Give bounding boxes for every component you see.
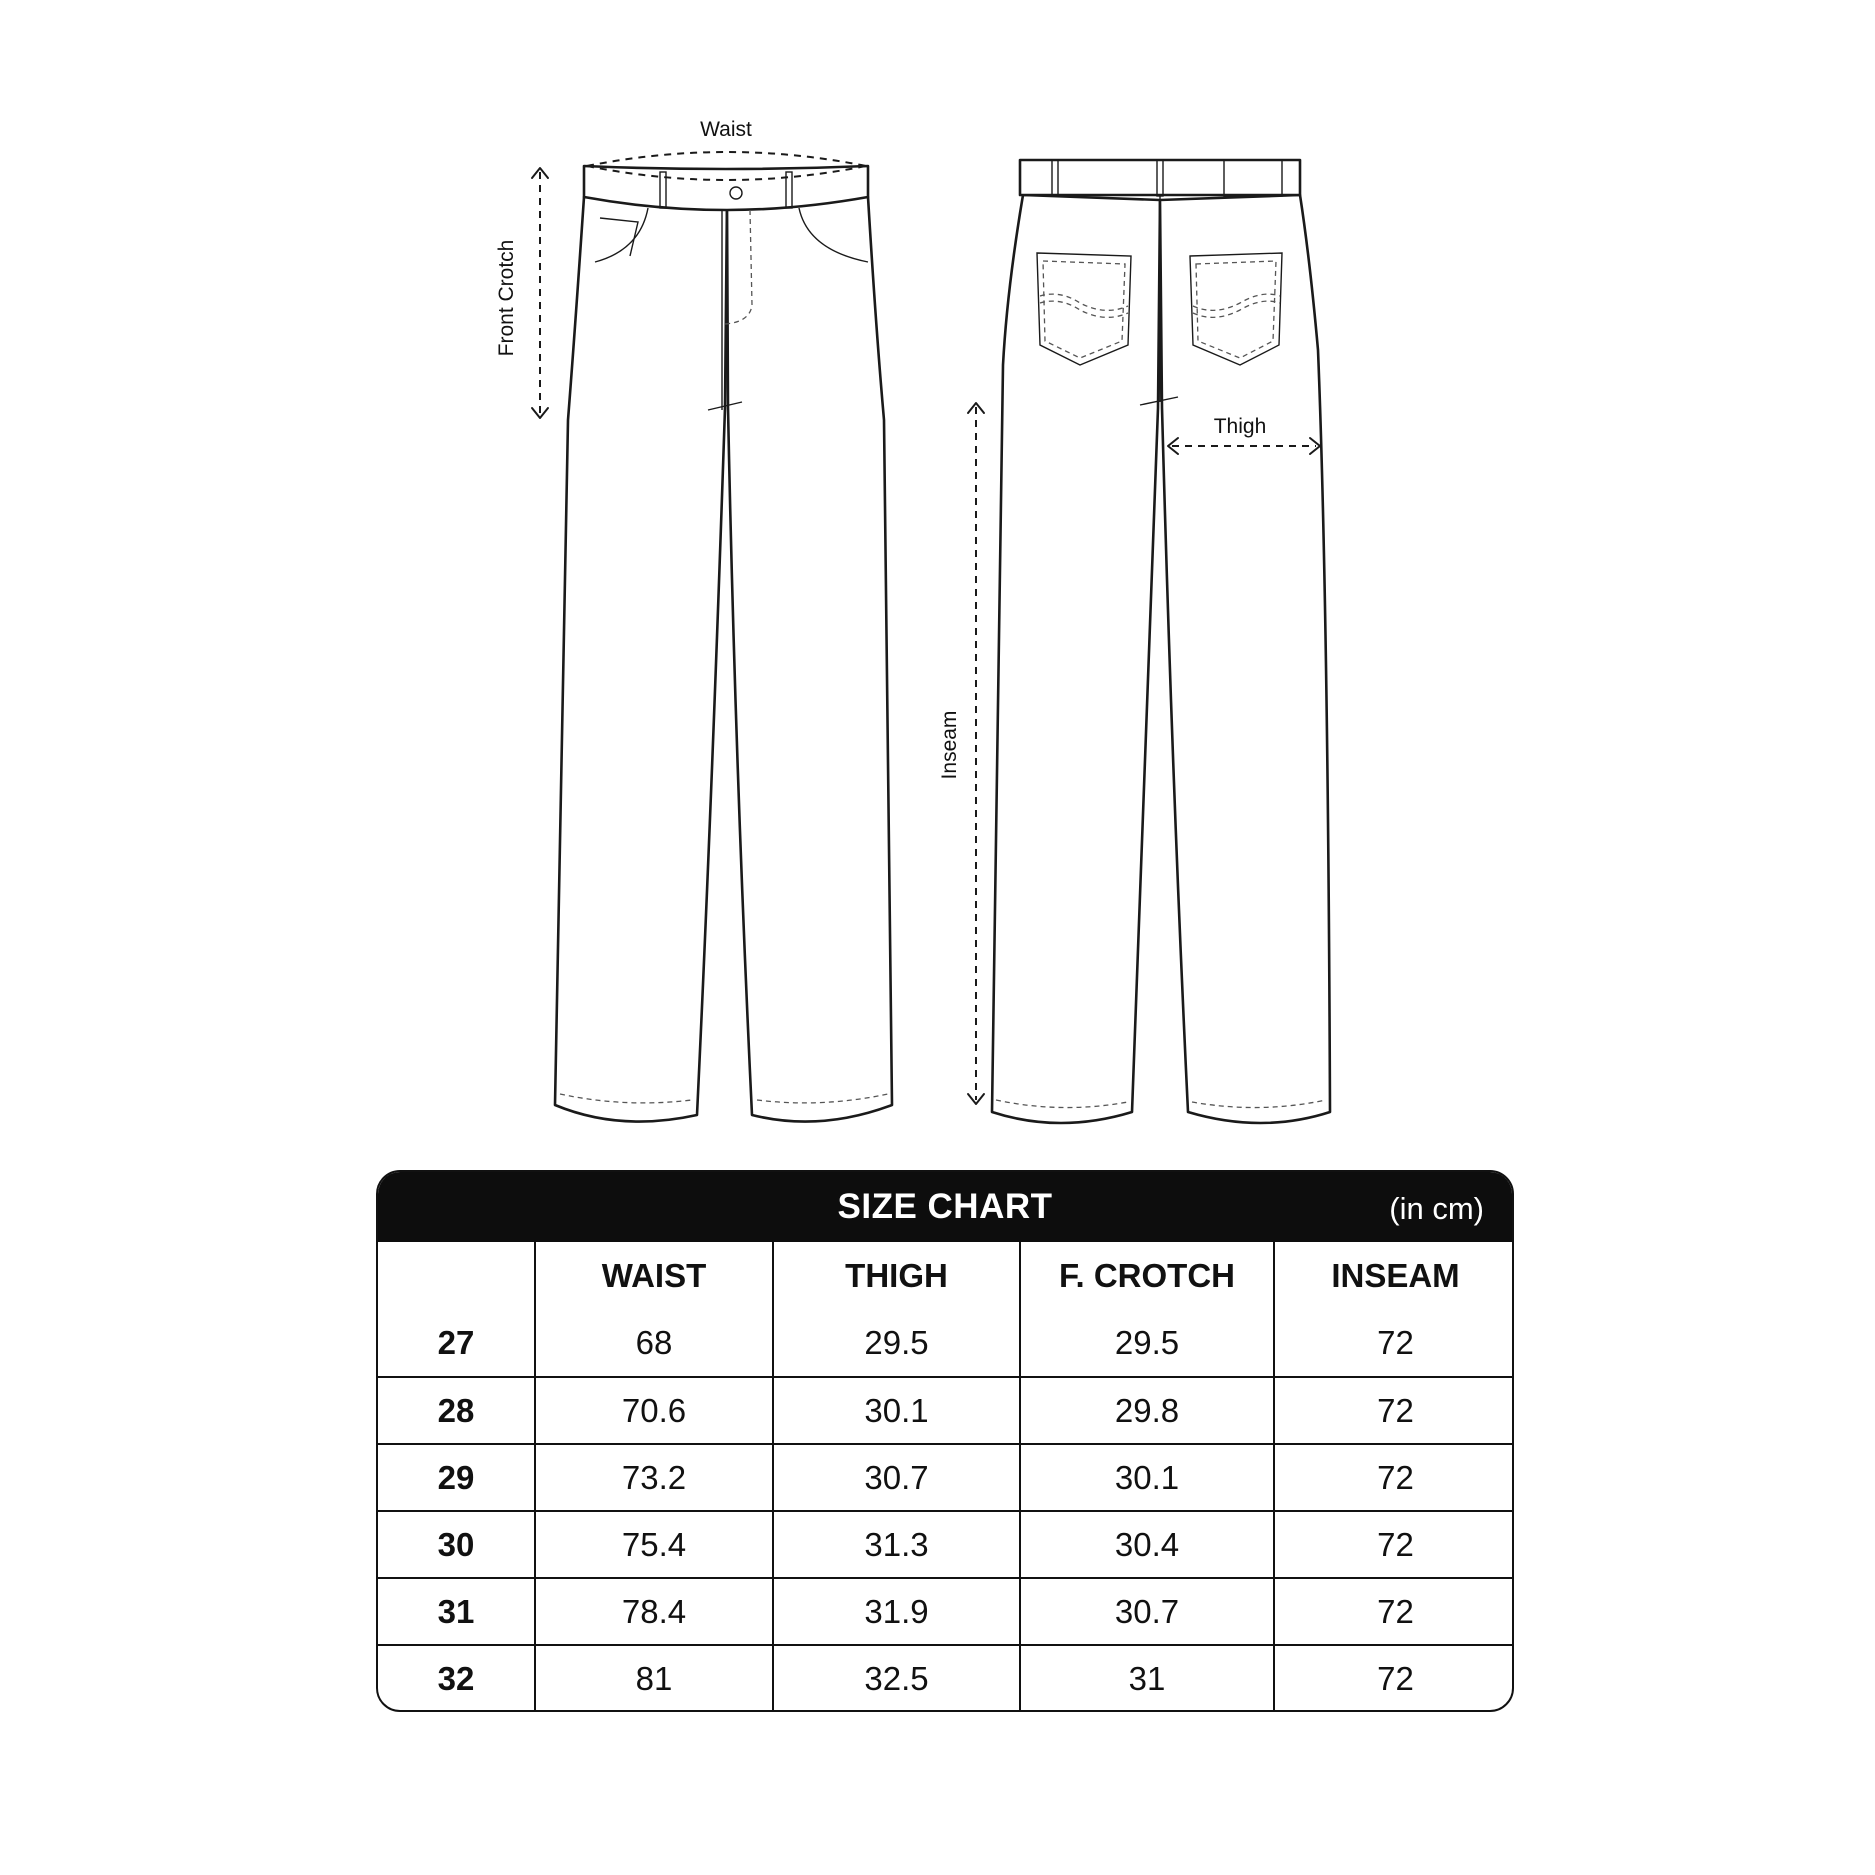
size-cell: 31 [378, 1578, 535, 1645]
thigh-cell: 30.7 [773, 1444, 1020, 1511]
table-row [378, 1310, 1514, 1377]
size-chart-header [378, 1172, 1512, 1242]
inseam-cell: 72 [1274, 1578, 1514, 1645]
inseam-measure [938, 403, 984, 1104]
inseam-cell: 72 [1274, 1511, 1514, 1578]
inseam-cell: 72 [1274, 1310, 1514, 1377]
waist-label: Waist [700, 118, 752, 141]
size-cell: 30 [378, 1511, 535, 1578]
column-header-size [378, 1242, 535, 1310]
inseam-cell: 72 [1274, 1377, 1514, 1444]
thigh-cell: 31.9 [773, 1578, 1020, 1645]
f-crotch-cell: 31 [1020, 1645, 1274, 1712]
size-cell: 32 [378, 1645, 535, 1712]
front-right-leg [727, 197, 892, 1122]
table-row [378, 1377, 1514, 1444]
column-header-thigh: THIGH [773, 1242, 1020, 1310]
thigh-cell: 31.3 [773, 1511, 1020, 1578]
size-chart-title: SIZE CHART [837, 1187, 1053, 1226]
f-crotch-cell: 30.7 [1020, 1578, 1274, 1645]
waist-cell: 73.2 [535, 1444, 773, 1511]
f-crotch-cell: 29.5 [1020, 1310, 1274, 1377]
size-grid [378, 1242, 1514, 1712]
front-crotch-measure [495, 168, 548, 418]
waist-measure-line [587, 152, 866, 166]
column-header-row [378, 1242, 1514, 1310]
f-crotch-cell: 30.1 [1020, 1444, 1274, 1511]
front-left-leg [555, 197, 727, 1122]
column-header-f-crotch: F. CROTCH [1020, 1242, 1274, 1310]
f-crotch-cell: 30.4 [1020, 1511, 1274, 1578]
size-chart-unit: (in cm) [1389, 1191, 1484, 1226]
table-row [378, 1578, 1514, 1645]
inseam-cell: 72 [1377, 1660, 1414, 1697]
waist-cell: 81 [535, 1645, 773, 1712]
f-crotch-cell: 29.8 [1020, 1377, 1274, 1444]
size-cell: 28 [378, 1377, 535, 1444]
table-row [378, 1444, 1514, 1511]
waist-cell: 78.4 [535, 1578, 773, 1645]
waist-cell: 75.4 [535, 1511, 773, 1578]
waist-cell: 68 [535, 1310, 773, 1377]
table-row [378, 1645, 1514, 1712]
pants-back-view [992, 160, 1330, 1123]
column-header-waist: WAIST [535, 1242, 773, 1310]
thigh-cell: 29.5 [773, 1310, 1020, 1377]
inseam-label: Inseam [938, 710, 961, 780]
front-crotch-label: Front Crotch [495, 239, 518, 357]
size-chart-table [376, 1170, 1514, 1712]
size-cell: 29 [378, 1444, 535, 1511]
table-row [378, 1511, 1514, 1578]
back-waistband [1020, 160, 1300, 195]
thigh-label: Thigh [1213, 415, 1267, 438]
inseam-cell: 72 [1274, 1444, 1514, 1511]
thigh-cell: 30.1 [773, 1377, 1020, 1444]
size-cell: 27 [378, 1310, 535, 1377]
waist-cell: 70.6 [535, 1377, 773, 1444]
thigh-cell: 32.5 [773, 1645, 1020, 1712]
pants-front-view [555, 166, 892, 1122]
column-header-inseam: INSEAM [1331, 1257, 1460, 1294]
back-left-leg [992, 195, 1160, 1123]
back-right-leg [1160, 195, 1330, 1123]
